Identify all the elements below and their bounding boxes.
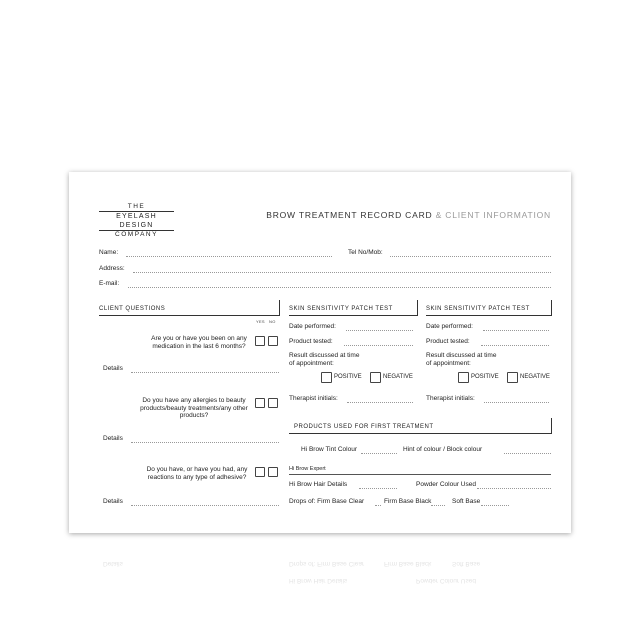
negative-label-2: NEGATIVE [520,374,550,380]
adhesive-yes-checkbox[interactable] [255,467,265,477]
tint-label: Hi Brow Tint Colour [301,446,357,453]
reflection-hair: Hi Brow Hair Details [289,577,348,584]
powder-label: Powder Colour Used [416,481,476,488]
result-label-2a: Result discussed at time [426,352,497,359]
address-label: Address: [99,265,125,272]
section-divider [279,300,280,316]
details-label-3: Details [103,498,123,505]
section-divider [551,418,552,434]
patch-test-heading-1: SKIN SENSITIVITY PATCH TEST [289,306,417,316]
product-field-1[interactable] [344,345,413,346]
patch-test-heading-2: SKIN SENSITIVITY PATCH TEST [426,306,551,316]
email-label: E-mail: [99,280,120,287]
reflection-details: Details [103,560,123,567]
hint-field[interactable] [504,453,551,454]
record-card [69,172,571,533]
tel-label: Tel No/Mob: [348,249,383,256]
date-label-1: Date performed: [289,323,336,330]
date-label-2: Date performed: [426,323,473,330]
company-logo [99,203,174,239]
details-label-1: Details [103,365,123,372]
tint-field[interactable] [361,453,397,454]
drops-clear-field[interactable] [375,505,381,506]
adhesive-no-checkbox[interactable] [268,467,278,477]
therapist-label-1: Therapist initials: [289,395,338,402]
allergies-yes-checkbox[interactable] [255,398,265,408]
positive-label-2: POSITIVE [471,374,499,380]
medication-no-checkbox[interactable] [268,336,278,346]
drops-label: Drops of: Firm Base Clear [289,498,365,505]
negative-label-1: NEGATIVE [383,374,413,380]
title-main: BROW TREATMENT RECORD CARD [266,210,433,220]
date-field-2[interactable] [483,330,549,331]
firm-black-label: Firm Base Black [384,498,432,505]
product-label-2: Product tested: [426,338,470,345]
positive-label-1: POSITIVE [334,374,362,380]
name-label: Name: [99,249,119,256]
therapist-field-2[interactable] [484,402,549,403]
details-field-1[interactable] [131,372,279,373]
section-divider [417,300,418,316]
positive-checkbox-2[interactable] [458,372,469,383]
hair-details-field[interactable] [359,488,397,489]
question-medication: Are you or have you been on any medication in the last 6 months? [151,335,247,350]
yes-label: YES [256,319,265,324]
product-field-2[interactable] [481,345,549,346]
card-reflection [69,540,571,620]
result-label-1b: of appointment: [289,360,334,367]
therapist-field-1[interactable] [347,402,413,403]
medication-yes-checkbox[interactable] [255,336,265,346]
card-title [266,210,551,220]
details-field-3[interactable] [131,505,279,506]
hi-brow-expert-heading: Hi Brow Expert [289,466,551,475]
question-adhesive: Do you have, or have you had, any reactions to any type of adhesive? [146,466,248,481]
title-sub: & CLIENT INFORMATION [435,210,551,220]
logo-line-2: EYELASH DESIGN [99,211,174,231]
address-field[interactable] [133,272,551,273]
product-label-1: Product tested: [289,338,333,345]
therapist-label-2: Therapist initials: [426,395,475,402]
reflection-drops: Drops of: Firm Base Clear [289,560,365,567]
reflection-firm-black: Firm Base Black [384,560,432,567]
client-questions-heading: CLIENT QUESTIONS [99,306,279,316]
reflection-soft: Soft Base [452,560,481,567]
negative-checkbox-1[interactable] [370,372,381,383]
positive-checkbox-1[interactable] [321,372,332,383]
firm-black-field[interactable] [431,505,445,506]
email-field[interactable] [128,287,551,288]
reflection-powder: Powder Colour Used [416,577,476,584]
allergies-no-checkbox[interactable] [268,398,278,408]
result-label-2b: of appointment: [426,360,471,367]
result-label-1a: Result discussed at time [289,352,360,359]
details-label-2: Details [103,435,123,442]
negative-checkbox-2[interactable] [507,372,518,383]
products-heading: PRODUCTS USED FOR FIRST TREATMENT [289,424,551,434]
name-field[interactable] [126,256,332,257]
hint-label: Hint of colour / Block colour [403,446,483,453]
logo-line-1: THE [127,203,146,210]
question-allergies: Do you have any allergies to beauty products/beauty treatments/any other products? [140,397,248,419]
no-label: NO [269,319,276,324]
date-field-1[interactable] [346,330,413,331]
soft-base-field[interactable] [481,505,509,506]
hair-details-label: Hi Brow Hair Details [289,481,348,488]
tel-field[interactable] [390,256,551,257]
section-divider [551,300,552,316]
logo-line-3: COMPANY [115,231,158,238]
powder-field[interactable] [477,488,551,489]
soft-base-label: Soft Base [452,498,481,505]
details-field-2[interactable] [131,442,279,443]
